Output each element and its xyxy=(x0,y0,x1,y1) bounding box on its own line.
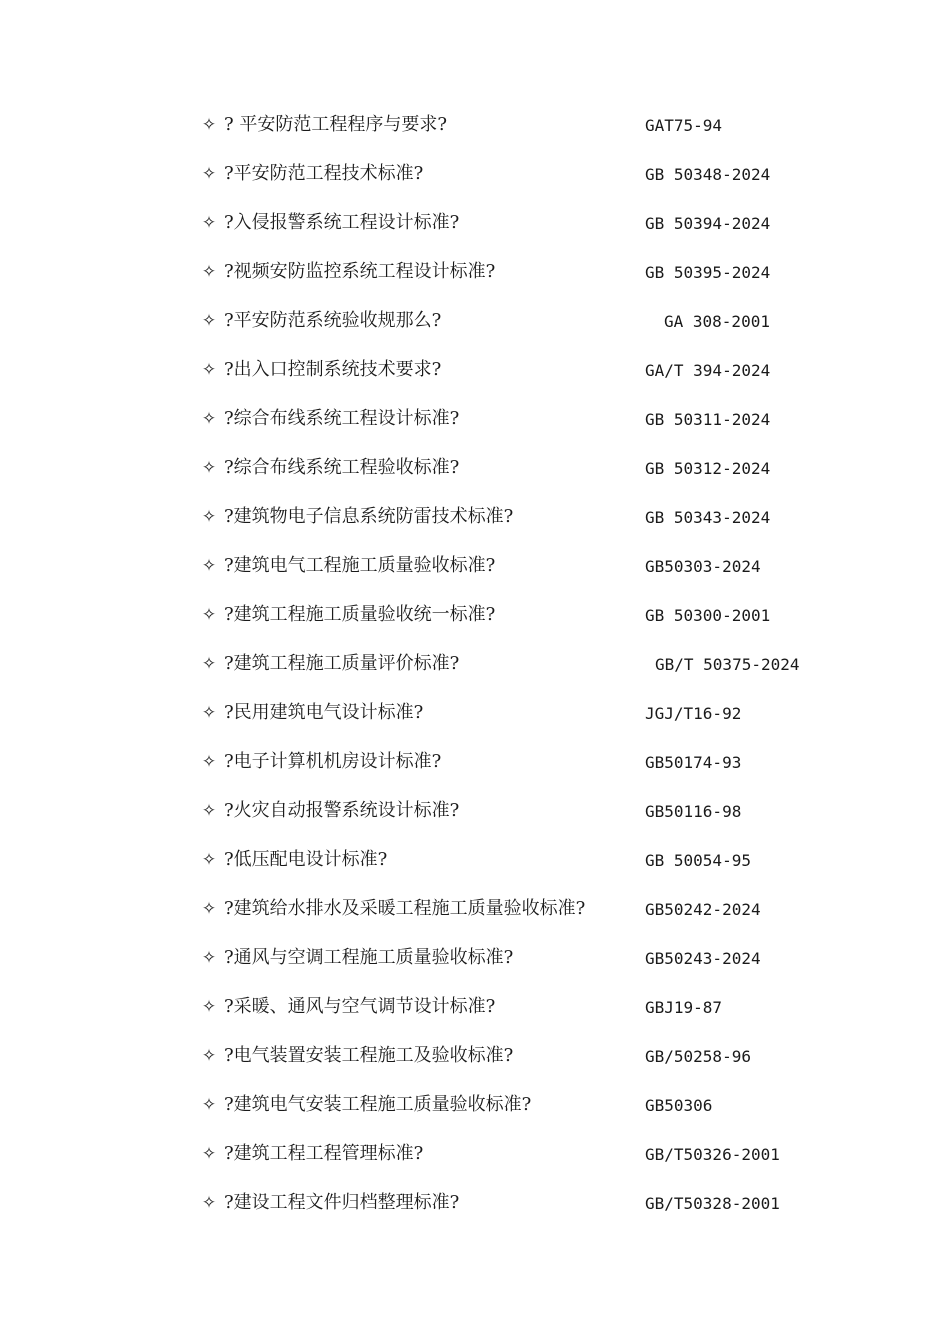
list-item xyxy=(0,444,950,493)
diamond-bullet-icon: ✧ xyxy=(201,997,217,1017)
standard-title: ?通风与空调工程施工质量验收标准? xyxy=(224,947,514,968)
diamond-bullet-icon: ✧ xyxy=(201,1193,217,1213)
standard-title: ?建筑给水排水及采暖工程施工质量验收标准? xyxy=(224,898,586,919)
diamond-bullet-icon: ✧ xyxy=(201,703,217,723)
standard-title: ?出入口控制系统技术要求? xyxy=(224,359,442,380)
standard-code: GA/T 394-2024 xyxy=(645,361,771,380)
standard-code: GB 50348-2024 xyxy=(645,165,771,184)
diamond-bullet-icon: ✧ xyxy=(201,752,217,772)
standard-title: ?建筑物电子信息系统防雷技术标准? xyxy=(224,506,514,527)
diamond-bullet-icon: ✧ xyxy=(201,1144,217,1164)
diamond-bullet-icon: ✧ xyxy=(201,654,217,674)
list-item xyxy=(0,297,950,346)
standard-title: ? 平安防范工程程序与要求? xyxy=(224,114,448,135)
diamond-bullet-icon: ✧ xyxy=(201,164,217,184)
diamond-bullet-icon: ✧ xyxy=(201,850,217,870)
diamond-bullet-icon: ✧ xyxy=(201,1095,217,1115)
list-item xyxy=(0,1032,950,1081)
standard-code: GB50174-93 xyxy=(645,753,742,772)
list-item xyxy=(0,1179,950,1228)
list-item xyxy=(0,1130,950,1179)
standard-code: GB 50311-2024 xyxy=(645,410,771,429)
standard-title: ?建筑工程施工质量验收统一标准? xyxy=(224,604,496,625)
standard-title: ?建筑工程工程管理标准? xyxy=(224,1143,424,1164)
standard-title: ?平安防范工程技术标准? xyxy=(224,163,424,184)
diamond-bullet-icon: ✧ xyxy=(201,605,217,625)
standard-code: GBJ19-87 xyxy=(645,998,723,1017)
standard-code: GB/50258-96 xyxy=(645,1047,751,1066)
standard-title: ?建筑工程施工质量评价标准? xyxy=(224,653,460,674)
standard-title: ?电气装置安装工程施工及验收标准? xyxy=(224,1045,514,1066)
diamond-bullet-icon: ✧ xyxy=(201,556,217,576)
list-item xyxy=(0,885,950,934)
standard-title: ?平安防范系统验收规那么? xyxy=(224,310,442,331)
standard-code: JGJ/T16-92 xyxy=(645,704,742,723)
list-item xyxy=(0,199,950,248)
standard-code: GB 50394-2024 xyxy=(645,214,771,233)
list-item xyxy=(0,101,950,150)
standard-code: GB 50343-2024 xyxy=(645,508,771,527)
standard-title: ?电子计算机机房设计标准? xyxy=(224,751,442,772)
diamond-bullet-icon: ✧ xyxy=(201,115,217,135)
diamond-bullet-icon: ✧ xyxy=(201,458,217,478)
list-item xyxy=(0,836,950,885)
list-item xyxy=(0,493,950,542)
diamond-bullet-icon: ✧ xyxy=(201,311,217,331)
standard-code: GB50306 xyxy=(645,1096,713,1115)
diamond-bullet-icon: ✧ xyxy=(201,801,217,821)
standard-title: ?建筑电气安装工程施工质量验收标准? xyxy=(224,1094,532,1115)
standard-title: ?综合布线系统工程验收标准? xyxy=(224,457,460,478)
standard-title: ?入侵报警系统工程设计标准? xyxy=(224,212,460,233)
list-item xyxy=(0,542,950,591)
standard-code: GB50242-2024 xyxy=(645,900,761,919)
standard-title: ?低压配电设计标准? xyxy=(224,849,388,870)
standard-code: GB50116-98 xyxy=(645,802,742,821)
diamond-bullet-icon: ✧ xyxy=(201,360,217,380)
standard-code: GAT75-94 xyxy=(645,116,723,135)
standard-title: ?视频安防监控系统工程设计标准? xyxy=(224,261,496,282)
diamond-bullet-icon: ✧ xyxy=(201,262,217,282)
standard-title: ?综合布线系统工程设计标准? xyxy=(224,408,460,429)
standard-code: GB 50395-2024 xyxy=(645,263,771,282)
list-item xyxy=(0,934,950,983)
list-item xyxy=(0,983,950,1032)
list-item xyxy=(0,640,950,689)
list-item xyxy=(0,150,950,199)
list-item xyxy=(0,787,950,836)
list-item xyxy=(0,689,950,738)
standard-code: GB 50300-2001 xyxy=(645,606,771,625)
standard-title: ?民用建筑电气设计标准? xyxy=(224,702,424,723)
standard-code: GB 50312-2024 xyxy=(645,459,771,478)
list-item xyxy=(0,248,950,297)
standard-title: ?火灾自动报警系统设计标准? xyxy=(224,800,460,821)
diamond-bullet-icon: ✧ xyxy=(201,899,217,919)
standard-title: ?采暖、通风与空气调节设计标准? xyxy=(224,996,496,1017)
diamond-bullet-icon: ✧ xyxy=(201,507,217,527)
standard-code: GB 50054-95 xyxy=(645,851,751,870)
list-item xyxy=(0,346,950,395)
standard-title: ?建筑电气工程施工质量验收标准? xyxy=(224,555,496,576)
diamond-bullet-icon: ✧ xyxy=(201,213,217,233)
list-item xyxy=(0,1081,950,1130)
standard-code: GB50243-2024 xyxy=(645,949,761,968)
list-item xyxy=(0,738,950,787)
standard-code: GB/T 50375-2024 xyxy=(655,655,800,674)
diamond-bullet-icon: ✧ xyxy=(201,1046,217,1066)
list-item xyxy=(0,395,950,444)
diamond-bullet-icon: ✧ xyxy=(201,948,217,968)
standard-title: ?建设工程文件归档整理标准? xyxy=(224,1192,460,1213)
standards-list xyxy=(0,101,950,1228)
standard-code: GB/T50328-2001 xyxy=(645,1194,780,1213)
standard-code: GA 308-2001 xyxy=(664,312,770,331)
list-item xyxy=(0,591,950,640)
diamond-bullet-icon: ✧ xyxy=(201,409,217,429)
standard-code: GB50303-2024 xyxy=(645,557,761,576)
standard-code: GB/T50326-2001 xyxy=(645,1145,780,1164)
